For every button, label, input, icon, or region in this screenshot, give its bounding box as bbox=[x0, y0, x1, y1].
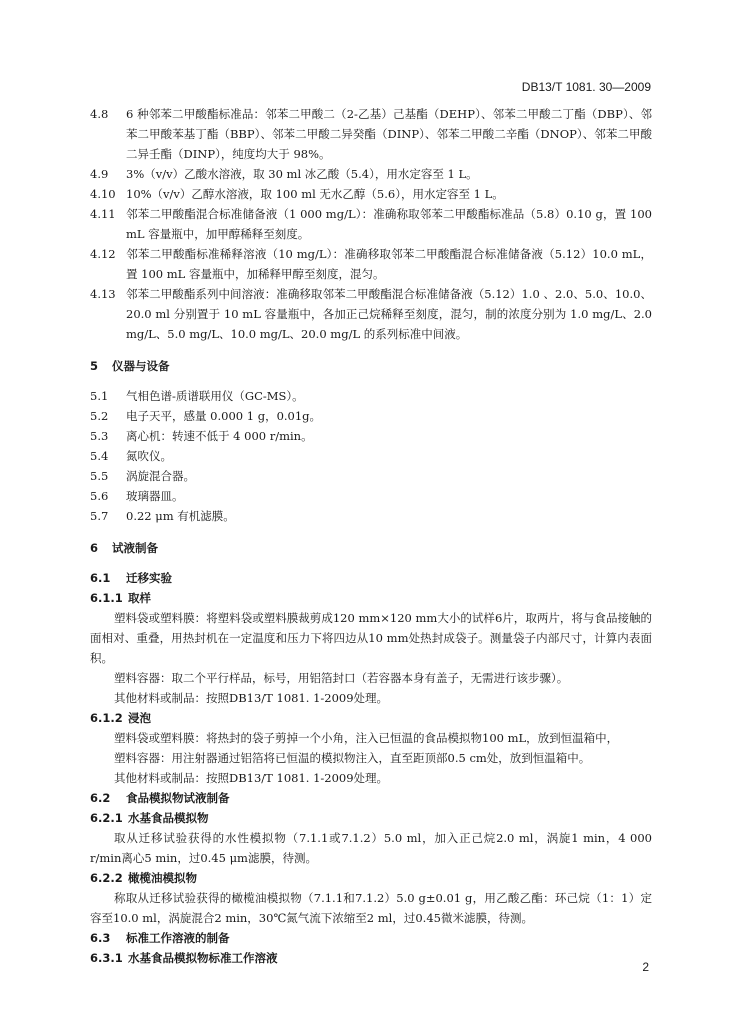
paragraph: 塑料容器：取二个平行样品，标号，用铝箔封口（若容器本身有盖子，无需进行该步骤）。 bbox=[114, 671, 569, 685]
subsection-heading-soaking: 6.1.2 浸泡 bbox=[90, 711, 151, 725]
paragraph: 其他材料或制品：按照DB13/T 1081. 1-2009处理。 bbox=[114, 691, 389, 705]
paragraph: 取从迁移试验获得的水性模拟物（7.1.1或7.1.2）5.0 ml，加入正己烷2.0 ml，涡旋1 min，4 000 r/min离心5 min，过0.45 μm滤膜，待测。 bbox=[90, 831, 652, 865]
subsection-heading-olive-oil: 6.2.2 橄榄油模拟物 bbox=[90, 871, 197, 885]
section-heading-sample-prep: 6 试液制备 bbox=[90, 541, 158, 555]
reagent-item: 4.9 3%（v/v）乙酸水溶液，取 30 ml 冰乙酸（5.4），用水定容至 1 L。 bbox=[90, 167, 478, 181]
paragraph: 塑料容器：用注射器通过铝箔将已恒温的模拟物注入，直至距顶部0.5 cm处，放到恒温箱中。 bbox=[114, 751, 591, 765]
subsection-heading-sampling: 6.1.1 取样 bbox=[90, 591, 151, 605]
instrument-item: 5.4 氮吹仪。 bbox=[90, 449, 172, 463]
instrument-item: 5.2 电子天平，感量 0.000 1 g，0.01g。 bbox=[90, 409, 322, 423]
reagent-list bbox=[90, 104, 652, 344]
instrument-item: 5.5 涡旋混合器。 bbox=[90, 469, 195, 483]
subsection-heading-standard-solution: 6.3 标准工作溶液的制备 bbox=[90, 931, 230, 945]
paragraph: 塑料袋或塑料膜：将塑料袋或塑料膜裁剪成120 mm×120 mm大小的试样6片，取两片，将与食品接触的面相对、重叠，用热封机在一定温度和压力下将四边从10 mm处热封成袋子。测量袋子内部尺寸，计算内表面积。 bbox=[90, 611, 652, 665]
reagent-item: 4.13 邻苯二甲酸酯系列中间溶液：准确移取邻苯二甲酸酯混合标准储备液（5.12）1.0 、2.0、5.0、10.0、20.0 ml 分别置于 10 mL 容量瓶中，各加正己烷稀释至刻度，混匀，制的浓度分别为 1.0 mg/L、2.0 mg/L、5.0 mg/L、10.0 mg/L、20.0 mg/L 的系列标准中间液。 bbox=[90, 287, 652, 341]
reagent-item: 4.8 6 种邻苯二甲酸酯标准品：邻苯二甲酸二（2-乙基）己基酯（DEHP）、邻苯二甲酸二丁酯（DBP）、邻苯二甲酸苯基丁酯（BBP）、邻苯二甲酸二异癸酯（DINP）、邻苯二甲酸二辛酯（DNOP）、邻苯二甲酸二异壬酯（DINP），纯度均大于 98%。 bbox=[90, 107, 652, 161]
instrument-list bbox=[90, 386, 652, 526]
reagent-item: 4.10 10%（v/v）乙醇水溶液，取 100 ml 无水乙醇（5.6），用水定容至 1 L。 bbox=[90, 187, 504, 201]
subsection-heading-aqueous: 6.2.1 水基食品模拟物 bbox=[90, 811, 209, 825]
paragraph: 塑料袋或塑料膜：将热封的袋子剪掉一个小角，注入已恒温的食品模拟物100 mL，放到恒温箱中， bbox=[114, 731, 619, 745]
page-content bbox=[90, 104, 652, 968]
instrument-item: 5.3 离心机：转速不低于 4 000 r/min。 bbox=[90, 429, 313, 443]
reagent-item: 4.11 邻苯二甲酸酯混合标准储备液（1 000 mg/L）：准确称取邻苯二甲酸酯标准品（5.8）0.10 g，置 100 mL 容量瓶中，加甲醇稀释至刻度。 bbox=[90, 207, 652, 241]
reagent-item: 4.12 邻苯二甲酸酯标准稀释溶液（10 mg/L）：准确移取邻苯二甲酸酯混合标准储备液（5.12）10.0 mL，置 100 mL 容量瓶中，加稀释甲醇至刻度，混匀。 bbox=[90, 247, 652, 281]
instrument-item: 5.7 0.22 μm 有机滤膜。 bbox=[90, 509, 235, 523]
section-heading-instruments: 5 仪器与设备 bbox=[90, 359, 170, 373]
subsection-heading-migration: 6.1 迁移实验 bbox=[90, 571, 172, 585]
paragraph: 称取从迁移试验获得的橄榄油模拟物（7.1.1和7.1.2）5.0 g±0.01 g，用乙酸乙酯：环己烷（1：1）定容至10.0 ml，涡旋混合2 min，30℃氮气流下浓缩至2 ml，过0.45微米滤膜，待测。 bbox=[90, 891, 652, 925]
paragraph: 其他材料或制品：按照DB13/T 1081. 1-2009处理。 bbox=[114, 771, 389, 785]
page-number: 2 bbox=[642, 960, 649, 974]
subsection-heading-aqueous-standard: 6.3.1 水基食品模拟物标准工作溶液 bbox=[90, 951, 278, 965]
instrument-item: 5.6 玻璃器皿。 bbox=[90, 489, 184, 503]
instrument-item: 5.1 气相色谱-质谱联用仪（GC-MS）。 bbox=[90, 389, 304, 403]
subsection-heading-simulant-prep: 6.2 食品模拟物试液制备 bbox=[90, 791, 230, 805]
document-id: DB13/T 1081. 30—2009 bbox=[521, 80, 651, 94]
